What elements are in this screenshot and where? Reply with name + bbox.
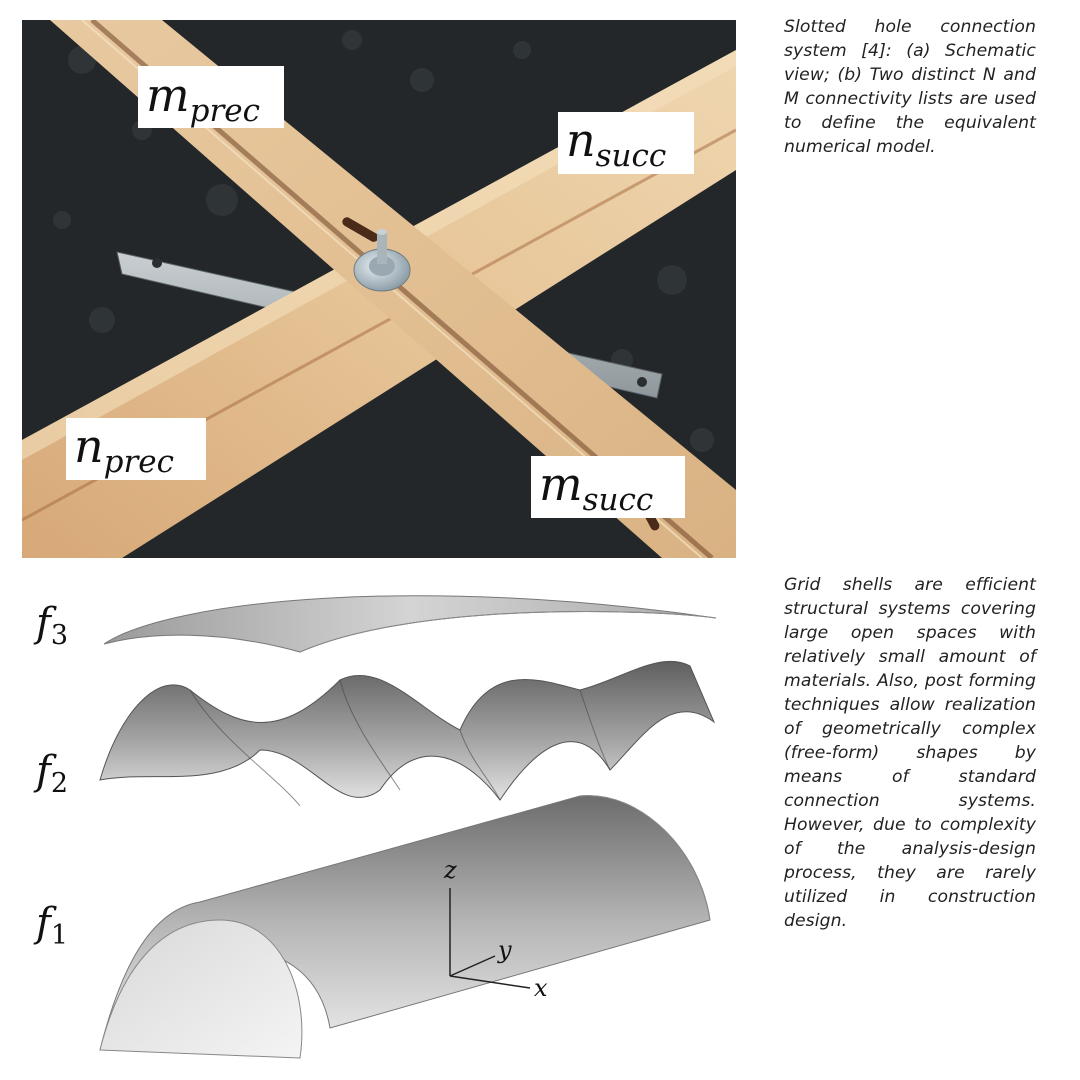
axis-label-z: z [444, 856, 457, 884]
axis-label-y: y [498, 936, 512, 964]
label-m-prec [138, 66, 284, 128]
label-f2-sub: 2 [50, 768, 68, 799]
caption-grid-shells: Grid shells are efficient structural systems covering large open spaces with relatively small amount of materials. Also, post forming techniques allow realization of geometrically complex (free-form) shapes by means of standard connection systems. However, due to complexity of the analysis-design process, they are rarely utilized in construction design. [784, 575, 1036, 931]
surface-f2 [100, 661, 714, 806]
label-m-prec-sub: prec [189, 93, 260, 129]
label-m-succ-sub: succ [582, 482, 654, 518]
label-f1-sub: 1 [50, 920, 68, 951]
surface-f3 [104, 596, 716, 652]
label-n-succ [558, 112, 694, 174]
axis-label-x: x [534, 974, 548, 1002]
label-n-prec-sub: prec [103, 444, 175, 480]
surfaces-illustration [20, 570, 740, 1070]
label-f3-base: f [36, 600, 51, 646]
label-n-prec-base: n [74, 419, 104, 473]
label-m-succ [531, 456, 685, 518]
label-m-succ-base: m [539, 457, 583, 511]
label-f3-sub: 3 [50, 620, 68, 651]
label-m-prec-base: m [146, 68, 190, 122]
label-n-prec [66, 418, 206, 480]
label-n-succ-base: n [566, 113, 596, 167]
label-f3 [36, 600, 68, 651]
surface-f1 [100, 796, 710, 1058]
label-f1-base: f [36, 900, 51, 946]
label-f2 [36, 748, 68, 799]
caption-slotted-hole: Slotted hole connection system [4]: (a) Schematic view; (b) Two distinct N and M connectivity lists are used to define the equivalent numerical model. [784, 17, 1036, 157]
label-f1 [36, 900, 68, 951]
label-n-succ-sub: succ [595, 138, 667, 174]
label-f2-base: f [36, 748, 51, 794]
